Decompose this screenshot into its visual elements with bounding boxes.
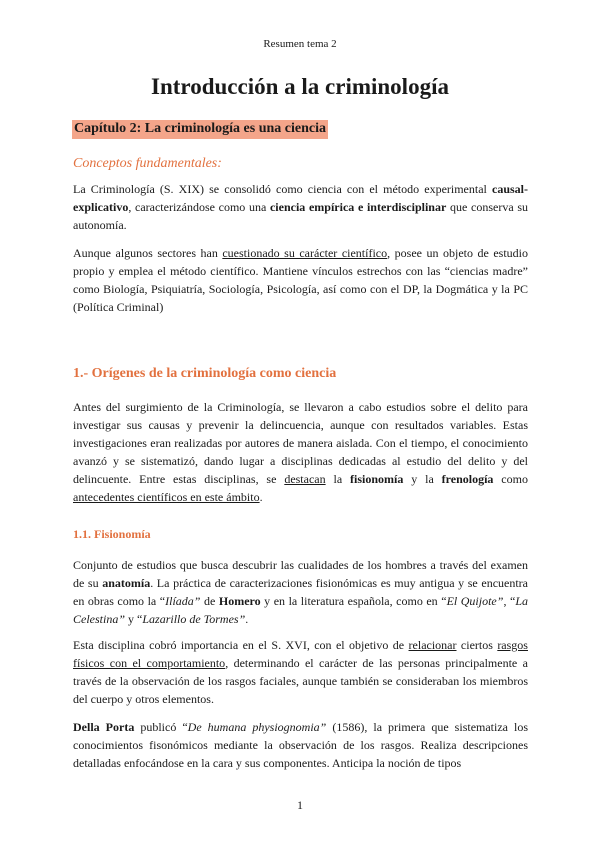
section-heading-origins: 1.- Orígenes de la criminología como ciencia [73,366,337,381]
text-run-bold: fisionomía [350,472,404,486]
chapter-heading: Capítulo 2: La criminología es una ciencia [72,120,328,139]
text-run: Esta disciplina cobró importancia en el S. XVI, con el objetivo de [73,638,409,652]
text-run-bold: anatomía [102,576,151,590]
text-run-underlined: antecedentes científicos en este ámbito [73,490,260,504]
text-run: que conserva su autonomía. [73,200,528,232]
text-run: la [325,472,351,486]
text-run-bold: Homero [218,594,261,608]
text-run: . [259,490,263,504]
text-run-italic: La Celestina” [73,594,528,626]
running-header: Resumen tema 2 [263,38,337,50]
text-run: . La práctica de caracterizaciones fisionómicas es muy antigua y se encuentra en obras como la “ [73,576,528,608]
text-run-underlined: cuestionado su carácter científico [222,246,388,260]
text-run: , determinando el carácter de las personas principalmente a través de la observación de los rasgos faciales, aunque también se consideraban los miembros del cuerpo y otros elementos. [73,656,528,706]
text-run-bold: causal-explicativo [73,182,528,214]
text-run-bold: frenología [441,472,494,486]
paragraph-scientific-character [73,244,528,316]
paragraph-fisionomia-definition [73,556,528,628]
subsection-heading-fisionomia: 1.1. Fisionomía [73,527,151,541]
text-run-italic: El Quijote” [446,594,504,608]
text-run: Conjunto de estudios que busca descubrir las cualidades de los hombres a través del examen de su [73,558,528,590]
text-run: La Criminología (S. XIX) se consolidó como ciencia con el método experimental [73,182,492,196]
paragraph-definition [73,180,528,234]
page-number: 1 [297,798,303,812]
text-run: y en la literatura española, como en “ [260,594,447,608]
paragraph-fisionomia-history [73,636,528,708]
text-run-italic: De humana physiognomia” [187,720,327,734]
text-run-italic: Lazarillo de Tormes” [142,612,246,626]
text-run: ciertos [456,638,498,652]
text-run-italic: Ilíada” [165,594,201,608]
text-run: de [200,594,219,608]
text-run-underlined: destacan [284,472,326,486]
page-title: Introducción a la criminología [151,74,449,99]
text-run: y la [403,472,442,486]
paragraph-origins [73,398,528,506]
text-run: publicó “ [134,720,188,734]
text-run: , “ [503,594,516,608]
text-run: , caracterizándose como una [128,200,270,214]
text-run: como [493,472,528,486]
text-run: Aunque algunos sectores han [73,246,223,260]
text-run-underlined: rasgos físicos con el comportamiento [73,638,528,670]
text-run: . [245,612,249,626]
paragraph-della-porta [73,718,528,772]
text-run: (1586), la primera que sistematiza los conocimientos fisonómicos mediante la observación de los rasgos. Realiza descripciones detalladas enfocándose en la cara y sus componentes. Anticipa la noción de tipos [73,720,529,770]
concepts-heading: Conceptos fundamentales: [73,156,222,171]
text-run: y “ [125,612,143,626]
text-run: Antes del surgimiento de la Criminología, se llevaron a cabo estudios sobre el delito para investigar sus causas y prevenir la delincuencia, aunque con resultados variables. Estas investigaciones eran realizadas por autores de manera aislada. Con el tiempo, el conocimiento avanzó y se sistematizó, dando lugar a disciplinas dedicadas al estudio del delito y del delincuente. Entre estas disciplinas, se [73,400,528,486]
text-run-bold: ciencia empírica e interdisciplinar [269,200,447,214]
text-run-bold: Della Porta [73,720,135,734]
text-run: , posee un objeto de estudio propio y emplea el método científico. Mantiene vínculos estrechos con las “ciencias madre” como Biología, Psiquiatría, Sociología, Psicología, así como con el DP, la Dogmática y la PC (Política Criminal) [73,246,528,314]
text-run-underlined: relacionar [408,638,457,652]
